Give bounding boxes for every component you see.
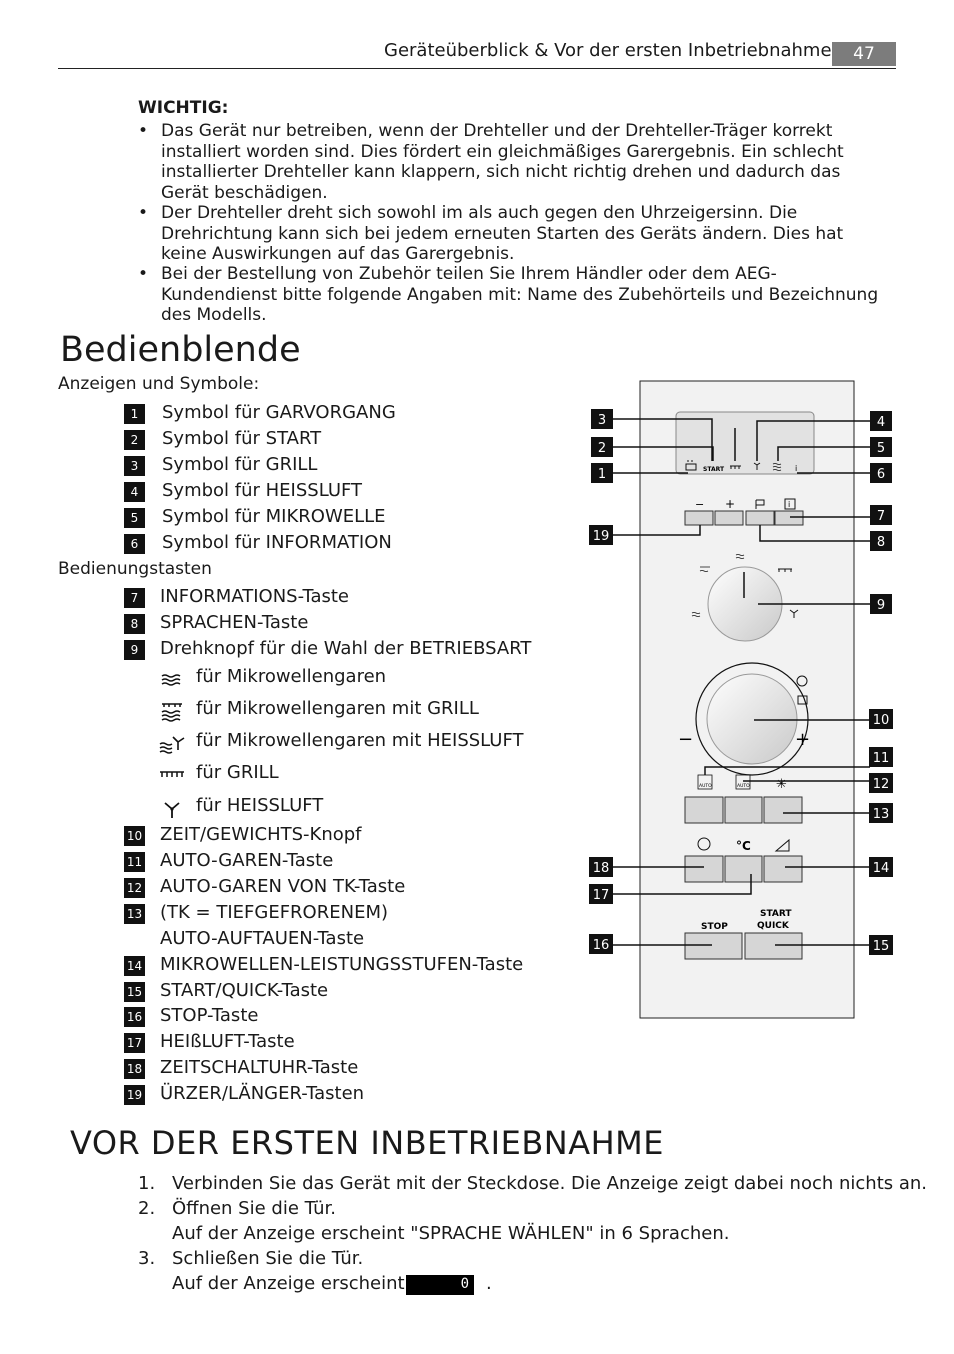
step-text: Verbinden Sie das Gerät mit der Steckdose. Die Anzeige zeigt dabei noch nichts an. bbox=[172, 1173, 928, 1194]
start-label: START bbox=[760, 909, 792, 919]
warning-line: keine Auswirkungen auf das Garergebnis. bbox=[161, 244, 515, 264]
info-button[interactable] bbox=[775, 511, 803, 525]
timer-button[interactable] bbox=[685, 856, 723, 882]
callout-7 bbox=[870, 505, 892, 525]
header-title: Geräteüberblick & Vor der ersten Inbetriebnahme bbox=[384, 40, 832, 61]
legend-number: 15 bbox=[124, 982, 145, 1002]
legend-number: 10 bbox=[124, 826, 145, 846]
svg-text:17: 17 bbox=[592, 888, 610, 903]
legend-label: SPRACHEN-Taste bbox=[160, 612, 309, 633]
display-sample bbox=[406, 1275, 474, 1295]
callout-5 bbox=[870, 437, 892, 457]
bullet-dot: • bbox=[138, 203, 149, 223]
legend-label: ZEITSCHALTUHR-Taste bbox=[160, 1057, 359, 1078]
section-title-bedienblende: Bedienblende bbox=[60, 330, 301, 370]
stop-label: STOP bbox=[701, 922, 728, 932]
mode-label: für Mikrowellengaren bbox=[196, 666, 387, 687]
legend-label: Symbol für GRILL bbox=[162, 454, 318, 475]
svg-text:9: 9 bbox=[876, 598, 886, 613]
svg-text:3: 3 bbox=[597, 413, 607, 428]
legend-number: 2 bbox=[124, 430, 145, 450]
warning-title: WICHTIG: bbox=[138, 98, 229, 118]
legend-label: Drehknopf für die Wahl der BETRIEBSART bbox=[160, 638, 532, 659]
svg-text:2: 2 bbox=[597, 441, 607, 456]
warning-bullet bbox=[138, 203, 898, 265]
warning-bullet bbox=[138, 121, 898, 203]
legend-number: 19 bbox=[124, 1085, 145, 1105]
microwave-icon bbox=[158, 668, 186, 692]
mode-label: für GRILL bbox=[196, 762, 279, 783]
mode-label: für HEISSLUFT bbox=[196, 795, 324, 816]
callout-15 bbox=[869, 935, 893, 955]
svg-text:AUTO: AUTO bbox=[737, 784, 750, 789]
legend-number: 16 bbox=[124, 1007, 145, 1027]
bullet-dot: • bbox=[138, 121, 149, 141]
legend-label: INFORMATIONS-Taste bbox=[160, 586, 350, 607]
svg-text:18: 18 bbox=[592, 861, 610, 876]
legend-number: 9 bbox=[124, 640, 145, 660]
buttons-heading: Bedienungstasten bbox=[58, 559, 212, 579]
legend-label: Symbol für GARVORGANG bbox=[162, 402, 396, 423]
warning-line: Bei der Bestellung von Zubehör teilen Sie Ihrem Händler oder dem AEG- bbox=[161, 264, 777, 284]
legend-number: 14 bbox=[124, 956, 145, 976]
page-number: 47 bbox=[832, 42, 896, 66]
warning-line: Gerät beschädigen. bbox=[161, 182, 328, 203]
bullet-dot: • bbox=[138, 264, 149, 284]
svg-text:10: 10 bbox=[872, 713, 890, 728]
warning-bullet bbox=[138, 264, 898, 326]
callout-14 bbox=[869, 857, 893, 877]
legend-number: 5 bbox=[124, 508, 145, 528]
callout-18 bbox=[589, 857, 613, 877]
step-number: 1. bbox=[138, 1173, 156, 1194]
svg-text:4: 4 bbox=[876, 415, 886, 430]
displays-heading: Anzeigen und Symbole: bbox=[58, 374, 260, 394]
legend-number: 13 bbox=[124, 904, 145, 924]
display-info-icon: i bbox=[795, 464, 798, 473]
callout-16 bbox=[589, 934, 613, 954]
language-button[interactable] bbox=[746, 511, 774, 525]
legend-number: 6 bbox=[124, 534, 145, 554]
step-text: Schließen Sie die Tür. bbox=[172, 1248, 364, 1269]
display-value: 0 bbox=[460, 1276, 469, 1292]
longer-button[interactable] bbox=[715, 511, 743, 525]
control-panel-diagram bbox=[585, 378, 905, 1024]
callout-2 bbox=[591, 437, 613, 457]
legend-label: Symbol für START bbox=[162, 428, 322, 449]
legend-label: AUTO-AUFTAUEN-Taste bbox=[160, 928, 365, 949]
auto-cook-frozen-button[interactable] bbox=[725, 797, 762, 823]
step-number: 2. bbox=[138, 1198, 156, 1219]
svg-text:6: 6 bbox=[876, 467, 886, 482]
svg-text:i: i bbox=[788, 500, 791, 509]
svg-text:7: 7 bbox=[876, 509, 886, 524]
legend-number: 12 bbox=[124, 878, 145, 898]
plus-icon: + bbox=[725, 497, 736, 511]
svg-text:1: 1 bbox=[597, 467, 607, 482]
callout-11 bbox=[869, 747, 893, 767]
step-number: 3. bbox=[138, 1248, 156, 1269]
legend-label: AUTO-GAREN-Taste bbox=[160, 850, 334, 871]
legend-number: 17 bbox=[124, 1033, 145, 1053]
legend-label: AUTO-GAREN VON TK-Taste bbox=[160, 876, 406, 897]
minus-icon: − bbox=[695, 498, 705, 511]
warning-line: Kundendienst bitte folgende Angaben mit: Name des Zubehörteils und Bezeichnung bbox=[161, 284, 879, 305]
legend-label: (TK = TIEFGEFRORENEM) bbox=[160, 902, 388, 923]
callout-3 bbox=[591, 409, 613, 429]
callout-12 bbox=[869, 773, 893, 793]
callout-1 bbox=[591, 463, 613, 483]
legend-number: 8 bbox=[124, 614, 145, 634]
convection-button[interactable] bbox=[725, 856, 762, 882]
legend-label: Symbol für INFORMATION bbox=[162, 532, 392, 553]
legend-number: 11 bbox=[124, 852, 145, 872]
warning-line: Drehrichtung kann sich bei jedem erneuten Starten des Geräts ändern. Dies hat bbox=[161, 223, 844, 244]
legend-number: 1 bbox=[124, 404, 145, 424]
power-level-button[interactable] bbox=[764, 856, 802, 882]
callout-6 bbox=[870, 463, 892, 483]
svg-text:19: 19 bbox=[592, 529, 610, 544]
legend-label: STOP-Taste bbox=[160, 1005, 259, 1026]
svg-text:15: 15 bbox=[872, 939, 890, 954]
legend-label: MIKROWELLEN-LEISTUNGSSTUFEN-Taste bbox=[160, 954, 524, 975]
display-start-text: START bbox=[703, 466, 725, 473]
step-text: Öffnen Sie die Tür. bbox=[172, 1198, 337, 1219]
callout-9 bbox=[870, 594, 892, 614]
svg-text:16: 16 bbox=[592, 938, 610, 953]
legend-label: ZEIT/GEWICHTS-Knopf bbox=[160, 824, 362, 845]
warning-line: Der Drehteller dreht sich sowohl im als auch gegen den Uhrzeigersinn. Die bbox=[161, 203, 798, 223]
time-weight-knob[interactable] bbox=[707, 674, 797, 764]
warning-line: installierter Drehteller kann klappern, sich nicht richtig drehen und dadurch das bbox=[161, 162, 841, 182]
stop-button[interactable] bbox=[685, 933, 742, 959]
callout-19 bbox=[589, 525, 613, 545]
callout-10 bbox=[869, 709, 893, 729]
grill-icon bbox=[158, 764, 186, 788]
legend-number: 3 bbox=[124, 456, 145, 476]
legend-label: Symbol für MIKROWELLE bbox=[162, 506, 386, 527]
callout-4 bbox=[870, 411, 892, 431]
svg-text:AUTO: AUTO bbox=[699, 784, 712, 789]
legend-number: 18 bbox=[124, 1059, 145, 1079]
shorter-button[interactable] bbox=[685, 511, 713, 525]
quick-label: QUICK bbox=[757, 921, 789, 931]
start-quick-button[interactable] bbox=[745, 933, 802, 959]
auto-defrost-button[interactable] bbox=[764, 797, 802, 823]
mode-label: für Mikrowellengaren mit HEISSLUFT bbox=[196, 730, 524, 751]
callout-13 bbox=[869, 803, 893, 823]
defrost-icon: ✳ bbox=[776, 777, 787, 792]
svg-text:11: 11 bbox=[872, 751, 890, 766]
svg-text:5: 5 bbox=[876, 441, 886, 456]
legend-label: HEIßLUFT-Taste bbox=[160, 1031, 295, 1052]
sentence-end-dot: . bbox=[486, 1273, 492, 1294]
legend-number: 7 bbox=[124, 588, 145, 608]
legend-label: ÜRZER/LÄNGER-Tasten bbox=[160, 1083, 365, 1104]
microwave-grill-icon bbox=[158, 700, 186, 724]
mode-label: für Mikrowellengaren mit GRILL bbox=[196, 698, 479, 719]
auto-cook-button[interactable] bbox=[685, 797, 723, 823]
step-text: Auf der Anzeige erscheint bbox=[172, 1273, 405, 1294]
svg-text:14: 14 bbox=[872, 861, 890, 876]
legend-label: START/QUICK-Taste bbox=[160, 980, 329, 1001]
callout-8 bbox=[870, 531, 892, 551]
header-divider bbox=[58, 68, 896, 69]
celsius-icon: °C bbox=[736, 839, 751, 853]
knob-plus-label: + bbox=[795, 729, 811, 750]
warning-line: des Modells. bbox=[161, 305, 267, 325]
legend-label: Symbol für HEISSLUFT bbox=[162, 480, 363, 501]
svg-text:8: 8 bbox=[876, 535, 886, 550]
step-text: Auf der Anzeige erscheint "SPRACHE WÄHLEN" in 6 Sprachen. bbox=[172, 1223, 730, 1244]
knob-minus-label: − bbox=[678, 729, 694, 750]
fan-icon bbox=[158, 797, 186, 821]
warning-line: installiert worden sind. Dies fördert ein gleichmäßiges Garergebnis. Ein schlecht bbox=[161, 141, 844, 162]
warning-line: Das Gerät nur betreiben, wenn der Drehteller und der Drehteller-Träger korrekt bbox=[161, 121, 833, 141]
svg-text:12: 12 bbox=[872, 777, 890, 792]
svg-text:13: 13 bbox=[872, 807, 890, 822]
section-title-inbetriebnahme: VOR DER ERSTEN INBETRIEBNAHME bbox=[70, 1124, 664, 1162]
legend-number: 4 bbox=[124, 482, 145, 502]
callout-17 bbox=[589, 884, 613, 904]
microwave-convection-icon bbox=[158, 732, 186, 756]
